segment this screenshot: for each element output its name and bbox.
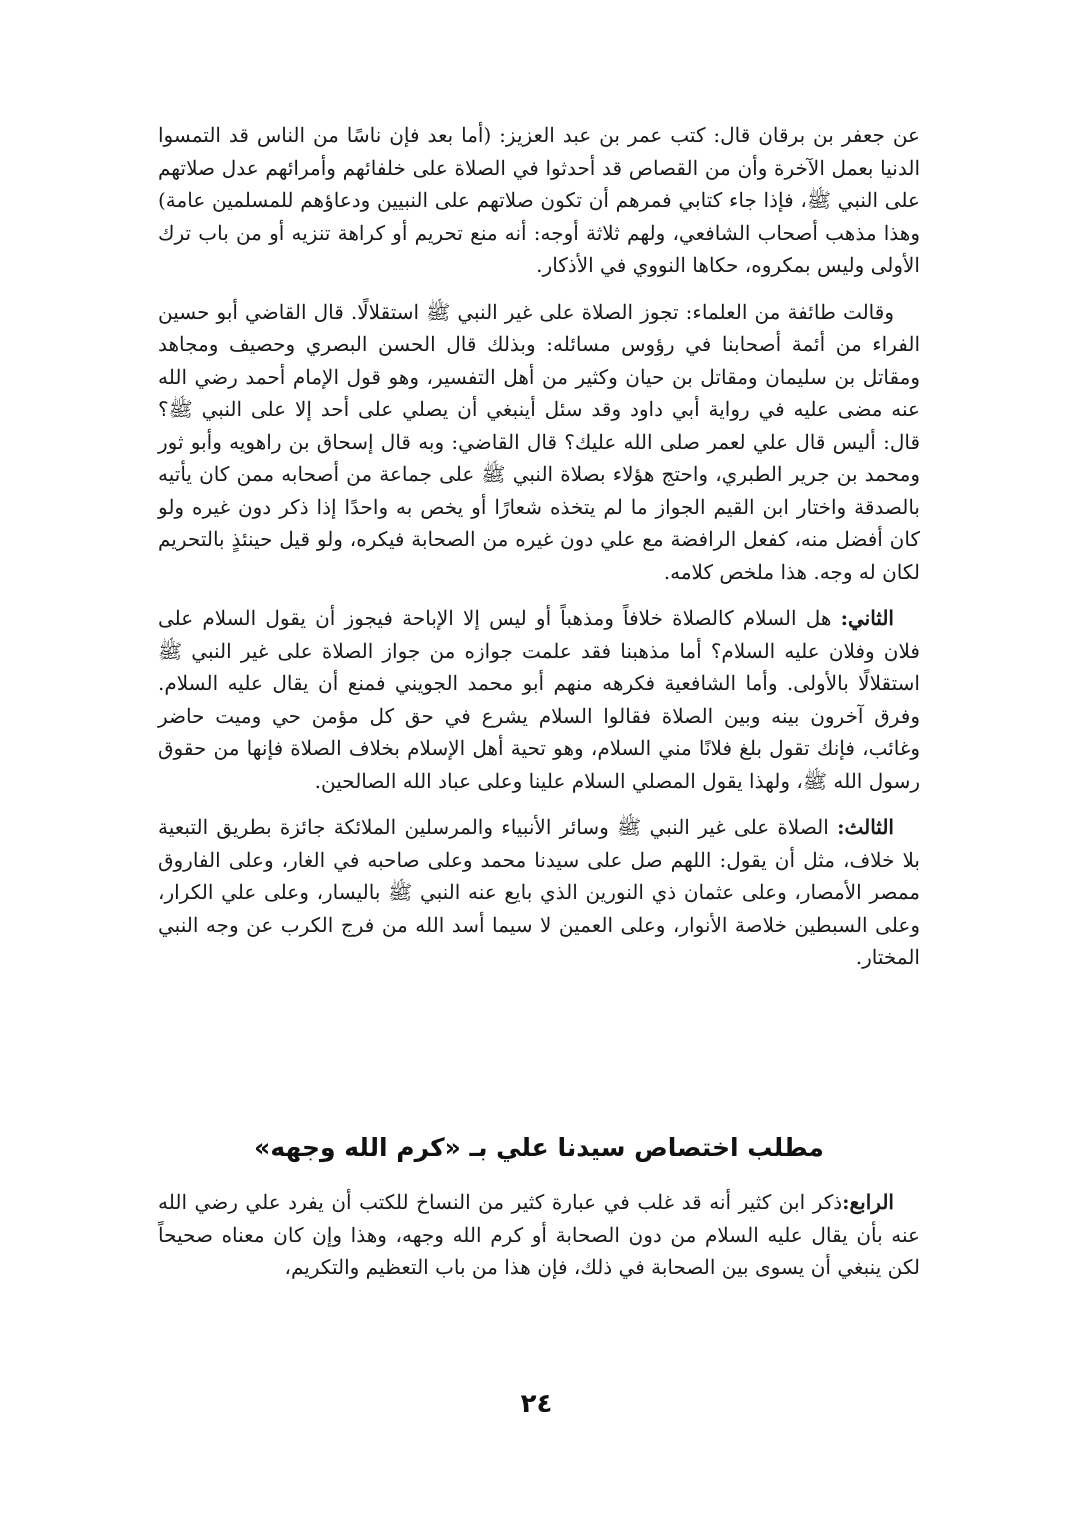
paragraph-3-body: هل السلام كالصلاة خلافاً ومذهباً أو ليس إلا الإباحة فيجوز أن يقول السلام على فلان وفلان عليه السلام؟ أما مذهبنا فقد علمت جوازه من جواز الصلاة على غير النبي ﷺ استقلالًا بالأولى. وأما الشافعية فكرهه منهم أبو محمد الجويني فمنع أن يقال عليه السلام. وفرق آخرون بينه وبين الصلاة فقالوا السلام يشرع في حق كل مؤمن حي وميت حاضر وغائب، فإنك تقول بلغ فلانًا مني السلام، وهو تحية أهل الإسلام بخلاف الصلاة فإنها من حقوق رسول الله ﷺ، ولهذا يقول المصلي السلام علينا وعلى عباد الله الصالحين. (158, 606, 920, 793)
page-number: ٢٤ (520, 1389, 553, 1419)
paragraph-5 (158, 1186, 920, 1284)
paragraph-2: وقالت طائفة من العلماء: تجوز الصلاة على غير النبي ﷺ استقلالًا. قال القاضي أبو حسين الفراء من أئمة أصحابنا في رؤوس مسائله: وبذلك قال الحسن البصري وحصيف ومجاهد ومقاتل بن سليمان ومقاتل بن حيان وكثير من أهل التفسير، وهو قول الإمام أحمد رضي الله عنه مضى عليه في رواية أبي داود وقد سئل أينبغي أن يصلي على أحد إلا على النبي ﷺ؟ قال: أليس قال علي لعمر صلى الله عليك؟ قال القاضي: وبه قال إسحاق بن راهويه وأبو ثور ومحمد بن جرير الطبري، واحتج هؤلاء بصلاة النبي ﷺ على جماعة من أصحابه ممن كان يأتيه بالصدقة واختار ابن القيم الجواز ما لم يتخذه شعارًا أو يخص به واحدًا إذا ذكر دون غيره ولو كان أفضل منه، كفعل الرافضة مع علي دون غيره من الصحابة فيكره، ولو قيل حينئذٍ بالتحريم لكان له وجه. هذا ملخص كلامه. (158, 299, 920, 584)
upper-text-block (158, 119, 920, 974)
paragraph-4 (158, 811, 920, 974)
paragraph-5-body: ذكر ابن كثير أنه قد غلب في عبارة كثير من النساخ للكتب أن يفرد علي رضي الله عنه بأن يقال عليه السلام من دون الصحابة أو كرم الله وجهه، وهذا وإن كان معناه صحيحاً لكن ينبغي أن يسوى بين الصحابة في ذلك، فإن هذا من باب التعظيم والتكريم، (158, 1190, 920, 1279)
paragraph-5-lead: الرابع: (842, 1190, 894, 1214)
paragraph-4-body: الصلاة على غير النبي ﷺ وسائر الأنبياء والمرسلين الملائكة جائزة بطريق التبعية بلا خلاف، مثل أن يقول: اللهم صل على سيدنا محمد وعلى صاحبه في الغار، وعلى الفاروق ممصر الأمصار، وعلى عثمان ذي النورين الذي بايع عنه النبي ﷺ باليسار، وعلى علي الكرار، وعلى السبطين خلاصة الأنوار، وعلى العمين لا سيما أسد الله من فرج الكرب عن وجه النبي المختار. (158, 815, 921, 969)
paragraph-3 (158, 602, 920, 797)
lower-text-block (158, 1186, 920, 1284)
paragraph-3-lead: الثاني: (840, 606, 894, 630)
paragraph-1: عن جعفر بن برقان قال: كتب عمر بن عبد العزيز: (أما بعد فإن ناسًا من الناس قد التمسوا الدنيا بعمل الآخرة وأن من القصاص قد أحدثوا في الصلاة على خلفائهم وأمرائهم عدل صلاتهم على النبي ﷺ، فإذا جاء كتابي فمرهم أن تكون صلاتهم على النبيين ودعاؤهم للمسلمين عامة) وهذا مذهب أصحاب الشافعي، ولهم ثلاثة أوجه: أنه منع تحريم أو كراهة تنزيه أو من باب ترك الأولى وليس بمكروه، حكاها النووي في الأذكار. (158, 123, 920, 277)
paragraph-4-lead: الثالث: (837, 815, 894, 839)
section-heading: مطلب اختصاص سيدنا علي بـ «كرم الله وجهه» (254, 1133, 824, 1162)
